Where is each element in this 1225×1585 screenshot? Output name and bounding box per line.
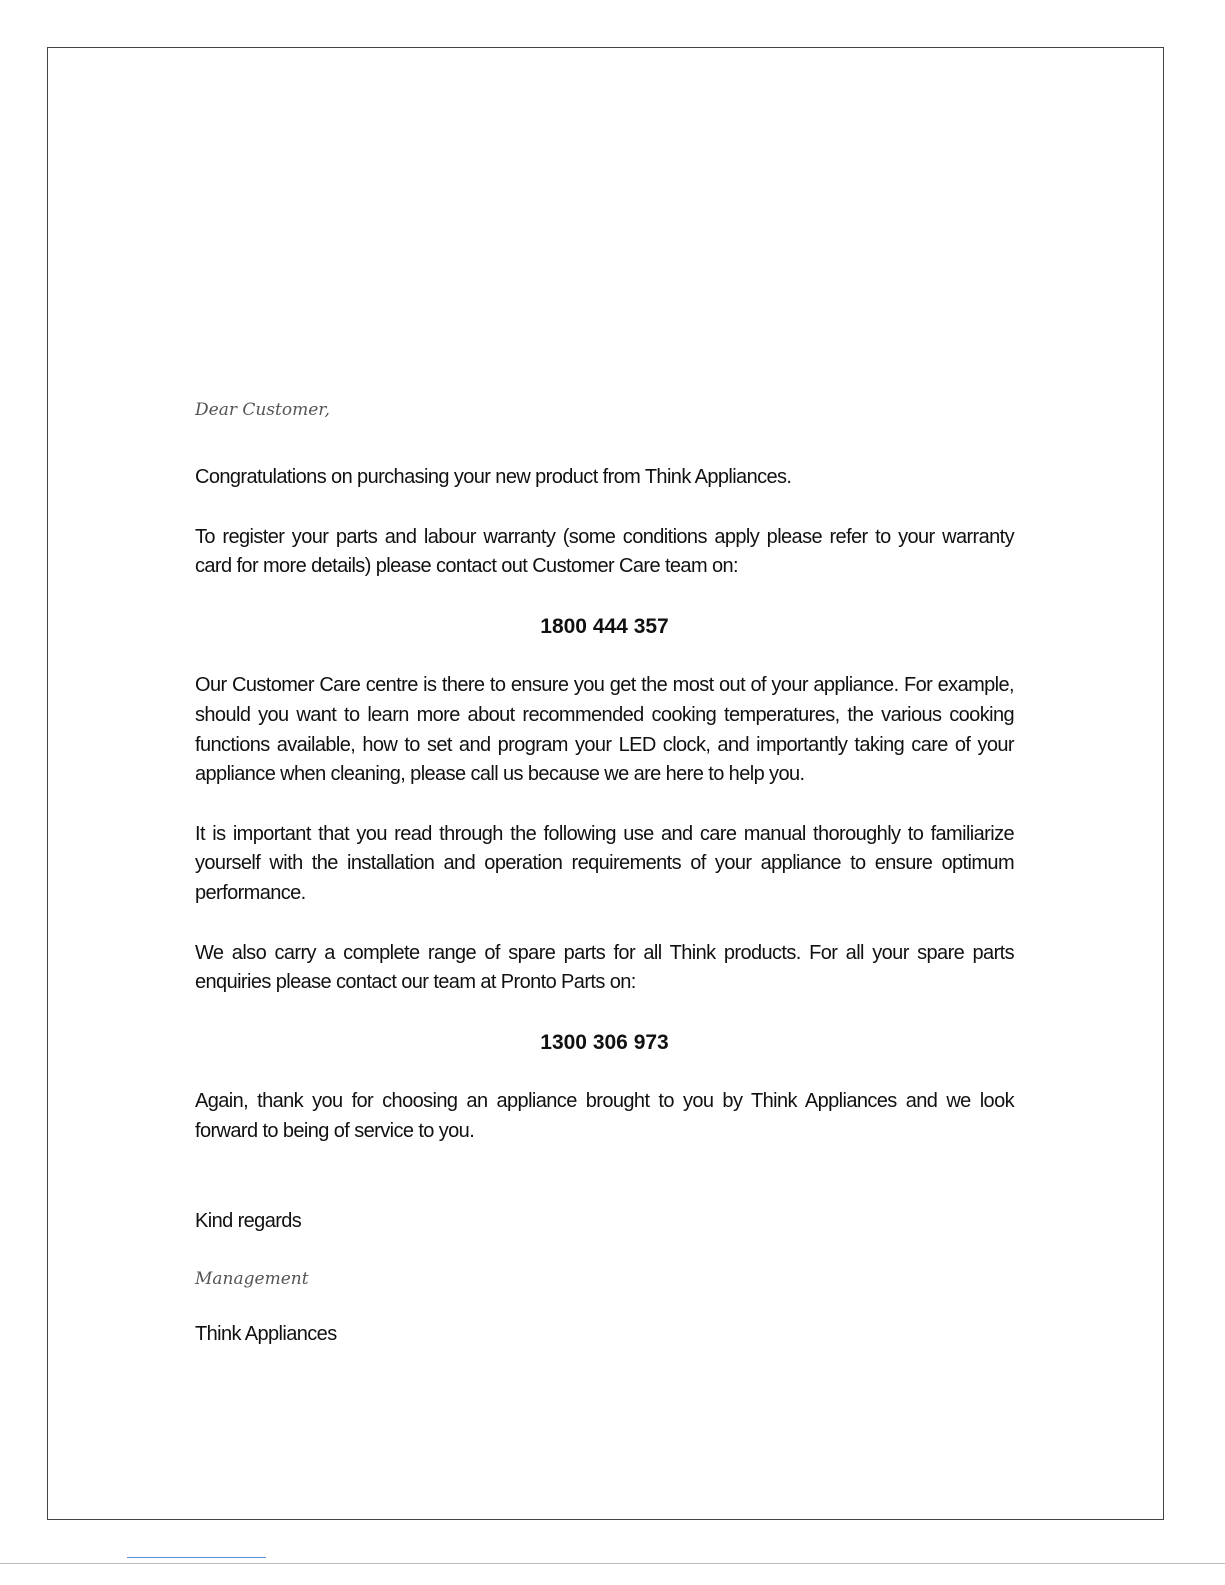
- intro-paragraph: Congratulations on purchasing your new product from Think Appliances.: [195, 466, 792, 488]
- customer-care-phone: 1800 444 357: [540, 614, 669, 638]
- bottom-rule: [0, 1563, 1225, 1564]
- spare-parts-phone: 1300 306 973: [540, 1030, 669, 1054]
- greeting: Dear Customer,: [195, 400, 330, 420]
- company-name: Think Appliances: [195, 1323, 337, 1346]
- closing: Kind regards: [195, 1209, 302, 1232]
- warranty-paragraph: To register your parts and labour warranty (some conditions apply please refer to your warranty card for more details) please contact out Customer Care team on:: [195, 525, 1014, 578]
- letter-body: [195, 393, 1014, 1350]
- manual-paragraph: It is important that you read through the following use and care manual thoroughly to familiarize yourself with the installation and operation requirements of your appliance to ensure optimum performance.: [195, 822, 1014, 904]
- thank-you-paragraph: Again, thank you for choosing an appliance brought to you by Think Appliances and we look forward to being of service to you.: [195, 1090, 1014, 1142]
- signature: Management: [195, 1269, 309, 1290]
- spare-parts-paragraph: We also carry a complete range of spare parts for all Think products. For all your spare parts enquiries please contact our team at Pronto Parts on:: [195, 941, 1014, 994]
- customer-care-paragraph: Our Customer Care centre is there to ensure you get the most out of your appliance. For example, should you want to learn more about recommended cooking temperatures, the various cooking functions available, how to set and program your LED clock, and importantly taking care of your appliance when cleaning, please call us because we are here to help you.: [195, 674, 1014, 786]
- footer-link-underline: [127, 1557, 266, 1558]
